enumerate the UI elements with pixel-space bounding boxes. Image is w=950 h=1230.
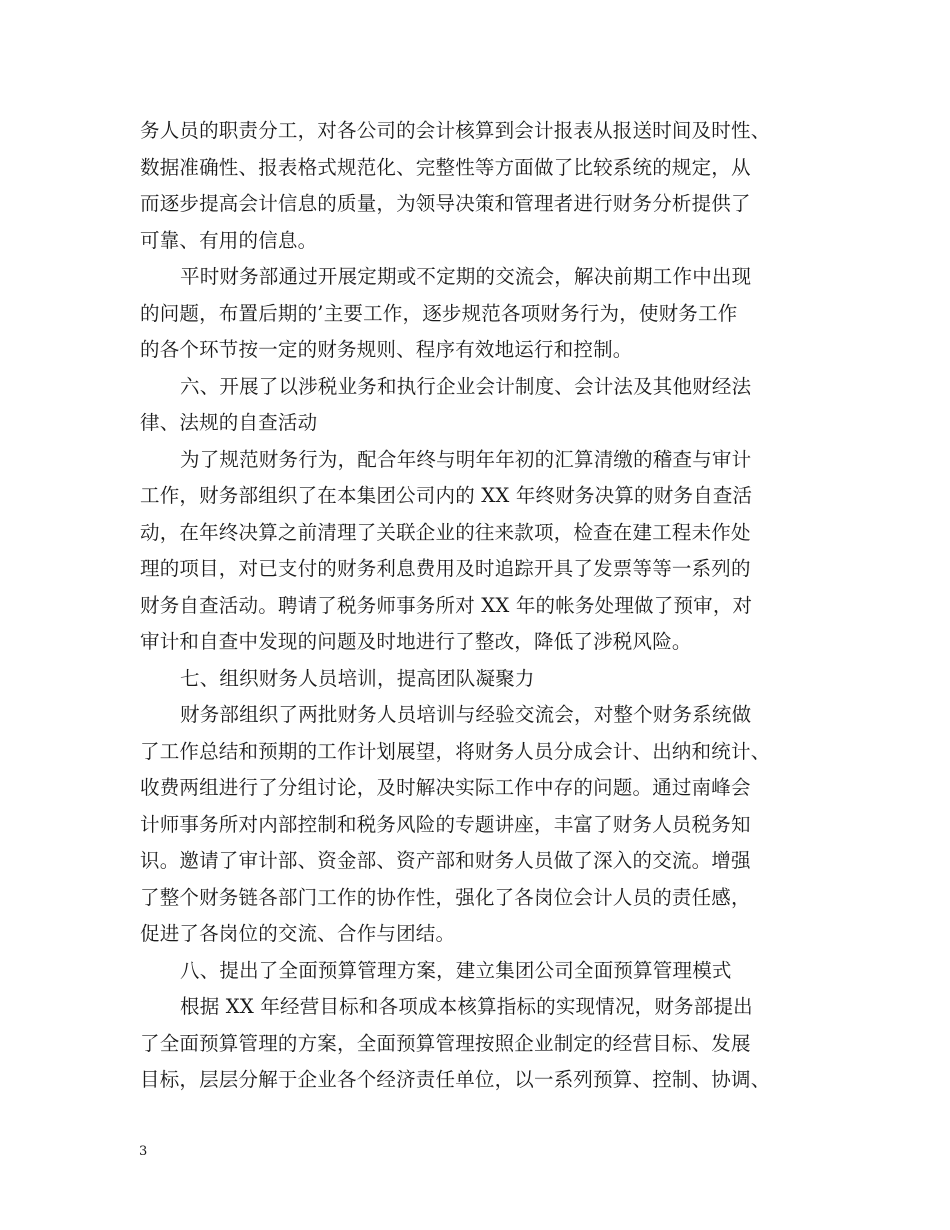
text-line: 务人员的职责分工，对各公司的会计核算到会计报表从报送时间及时性、: [140, 119, 771, 142]
text-line: 可靠、有用的信息。: [140, 228, 318, 252]
text-line: 根据 XX 年经营目标和各项成本核算指标的实现情况，财务部提出: [180, 995, 753, 1018]
text-line: 计师事务所对内部控制和税务风险的专题讲座，丰富了财务人员税务知: [140, 812, 751, 836]
text-line: 目标，层层分解于企业各个经济责任单位，以一系列预算、控制、协调、: [140, 1068, 771, 1091]
text-line: 律、法规的自查活动: [140, 411, 318, 434]
text-line: 理的项目，对已支付的财务利息费用及时追踪开具了发票等等一系列的: [140, 557, 751, 580]
text-line: 的各个环节按一定的财务规则、程序有效地运行和控制。: [140, 338, 633, 361]
text-line: 平时财务部通过开展定期或不定期的交流会，解决前期工作中出现: [180, 265, 752, 288]
text-line: 六、开展了以涉税业务和执行企业会计制度、会计法及其他财经法: [180, 374, 752, 398]
text-line: 了工作总结和预期的工作计划展望，将财务人员分成会计、出纳和统计、: [140, 739, 771, 763]
text-line: 而逐步提高会计信息的质量，为领导决策和管理者进行财务分析提供了: [140, 192, 751, 215]
text-line: 数据准确性、报表格式规范化、完整性等方面做了比较系统的规定，从: [140, 155, 751, 179]
text-line: 动，在年终决算之前清理了关联企业的往来款项，检查在建工程未作处: [140, 520, 751, 544]
text-line: 财务自查活动。聘请了税务师事务所对 XX 年的帐务处理做了预审，对: [140, 593, 753, 617]
body-text: [140, 113, 820, 1099]
text-line: 八、提出了全面预算管理方案，建立集团公司全面预算管理模式: [180, 958, 732, 982]
text-line: 识。邀请了审计部、资金部、资产部和财务人员做了深入的交流。增强: [140, 849, 751, 872]
text-line: 了整个财务链各部门工作的协作性，强化了各岗位会计人员的责任感，: [140, 885, 751, 909]
page-number: 3: [139, 1144, 148, 1159]
text-line: 促进了各岗位的交流、合作与团结。: [140, 922, 456, 945]
text-line: 财务部组织了两批财务人员培训与经验交流会，对整个财务系统做: [180, 703, 752, 726]
text-line: 为了规范财务行为，配合年终与明年年初的汇算清缴的稽查与审计: [180, 447, 752, 471]
text-line: 了全面预算管理的方案，全面预算管理按照企业制定的经营目标、发展: [140, 1031, 751, 1055]
text-line: 的问题，布置后期的’主要工作，逐步规范各项财务行为，使财务工作: [140, 301, 738, 325]
text-line: 审计和自查中发现的问题及时地进行了整改，降低了涉税风险。: [140, 630, 692, 653]
text-line: 收费两组进行了分组讨论，及时解决实际工作中存的问题。通过南峰会: [140, 776, 751, 799]
text-line: 七、组织财务人员培训，提高团队凝聚力: [180, 666, 535, 690]
text-line: 工作，财务部组织了在本集团公司内的 XX 年终财务决算的财务自查活: [140, 484, 753, 507]
